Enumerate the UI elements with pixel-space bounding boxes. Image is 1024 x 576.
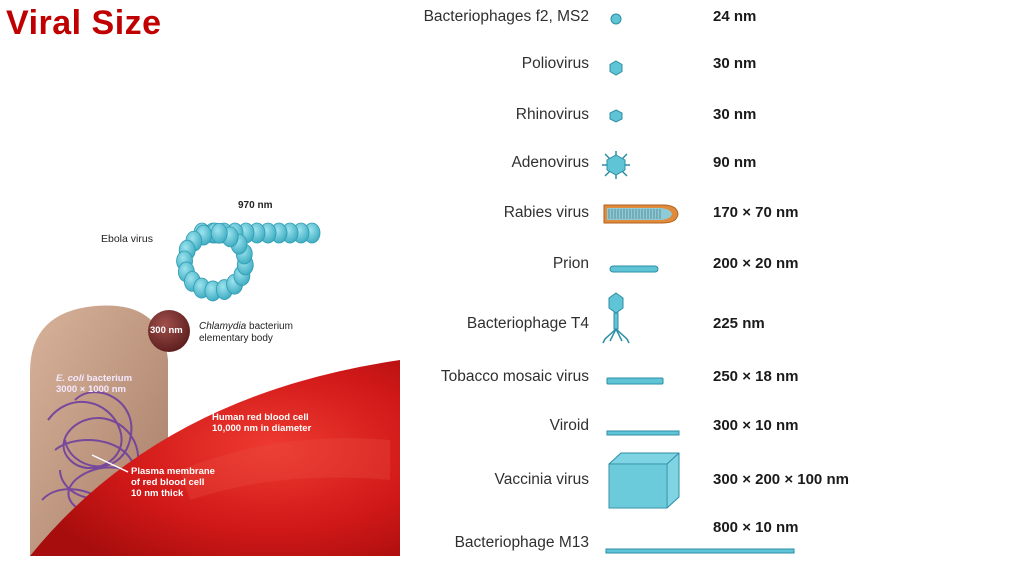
virus-name: Prion: [552, 255, 589, 272]
virus-size: 90 nm: [713, 154, 757, 171]
bullet-virus-icon: [601, 199, 681, 234]
ecoli-label-italic: E. coli: [56, 373, 84, 384]
membrane-label-line1: Plasma membrane: [131, 466, 215, 477]
phage-icon: [601, 292, 631, 349]
virus-size: 200 × 20 nm: [713, 255, 799, 272]
thin-rod-icon: [606, 424, 682, 442]
box-virus-icon: [603, 450, 683, 517]
virus-name: Tobacco mosaic virus: [440, 368, 589, 385]
virus-name: Bacteriophages f2, MS2: [423, 8, 589, 25]
membrane-label-line2: of red blood cell: [131, 477, 205, 488]
rbc-label-line2: 10,000 nm in diameter: [212, 423, 312, 434]
ecoli-label-rest: bacterium: [83, 373, 133, 384]
virus-name: Rhinovirus: [515, 106, 589, 123]
page-title: Viral Size: [6, 4, 162, 42]
virus-name: Bacteriophage T4: [466, 315, 589, 332]
virus-size: 300 × 10 nm: [713, 417, 799, 434]
ebola-size-label: 970 nm: [238, 200, 273, 211]
filament-icon: [605, 542, 797, 560]
chlamydia-label-italic: Chlamydia: [199, 321, 247, 332]
virus-size: 30 nm: [713, 55, 757, 72]
ecoli-size-label: 3000 × 1000 nm: [56, 384, 126, 395]
chlamydia-size-label: 300 nm: [150, 325, 183, 336]
virus-size: 30 nm: [713, 106, 757, 123]
virus-size: 24 nm: [713, 8, 757, 25]
chlamydia-label-line2: elementary body: [199, 333, 273, 344]
small-sphere-icon: [610, 12, 622, 30]
virus-size: 300 × 200 × 100 nm: [713, 471, 849, 488]
membrane-label: [131, 466, 215, 499]
virus-name: Poliovirus: [521, 55, 589, 72]
spiked-icosahedron-icon: [601, 150, 631, 185]
virus-name: Adenovirus: [511, 154, 589, 171]
virus-name: Vaccinia virus: [494, 471, 589, 488]
virus-name: Viroid: [549, 417, 589, 434]
virus-name: Bacteriophage M13: [454, 534, 589, 551]
virus-size: 800 × 10 nm: [713, 519, 799, 536]
virus-size: 225 nm: [713, 315, 765, 332]
icosahedron-icon: [608, 60, 624, 81]
chlamydia-label: [199, 321, 293, 345]
rod-icon: [606, 373, 666, 391]
rod-icon: [609, 261, 659, 279]
rbc-label-line1: Human red blood cell: [212, 412, 309, 423]
ebola-label: Ebola virus: [101, 233, 153, 245]
virus-size: 170 × 70 nm: [713, 204, 799, 221]
icosahedron-icon: [608, 109, 624, 128]
virus-size: 250 × 18 nm: [713, 368, 799, 385]
virus-name: Rabies virus: [503, 204, 589, 221]
ecoli-label: [56, 373, 132, 395]
chlamydia-label-rest: bacterium: [246, 321, 293, 332]
ebola-bead: [211, 223, 227, 243]
membrane-label-line3: 10 nm thick: [131, 488, 184, 499]
